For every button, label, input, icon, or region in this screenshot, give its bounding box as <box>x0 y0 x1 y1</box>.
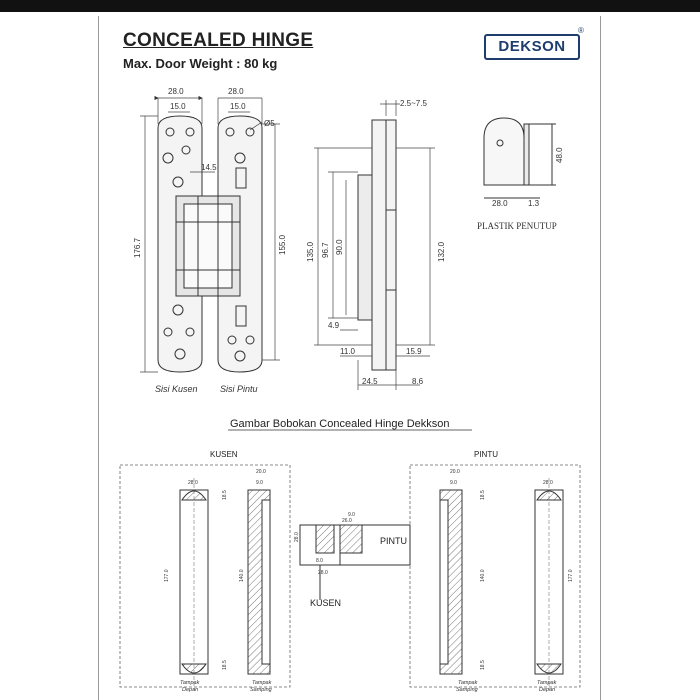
dim-90: 90.0 <box>335 239 344 255</box>
dim-gap: 2.5~7.5 <box>400 99 427 108</box>
label-side-pintu-1: Tampak <box>458 680 478 686</box>
dim-kusen-140: 140.0 <box>239 569 245 582</box>
dim-96-7: 96.7 <box>321 242 330 258</box>
dim-15-right: 15.0 <box>230 102 246 111</box>
dim-176-7: 176.7 <box>133 237 142 258</box>
hinge-front-view <box>158 116 262 372</box>
label-kusen-top: KUSEN <box>210 450 238 459</box>
dim-132: 132.0 <box>437 241 446 262</box>
dim-pintu-28: 28.0 <box>543 480 553 486</box>
view-labels <box>180 680 557 693</box>
pintu-side-view <box>440 490 462 674</box>
label-pintu-section: PINTU <box>380 536 407 546</box>
dim-section-26: 26.0 <box>342 518 352 524</box>
dim-4-9: 4.9 <box>328 321 340 330</box>
dim-cap-1-3: 1.3 <box>528 199 540 208</box>
bottom-title: Gambar Bobokan Concealed Hinge Dekkson <box>230 418 450 430</box>
label-sisi-pintu: Sisi Pintu <box>220 384 258 394</box>
dim-15-left: 15.0 <box>170 102 186 111</box>
dim-155: 155.0 <box>278 234 287 255</box>
dim-kusen-9: 9.0 <box>256 480 263 486</box>
dim-kusen-20: 20.0 <box>256 469 266 475</box>
dim-pintu-177: 177.0 <box>568 569 574 582</box>
label-side-kusen-1: Tampak <box>252 680 272 686</box>
registered-mark: ® <box>578 26 584 35</box>
label-front-kusen-1: Tampak <box>180 680 200 686</box>
label-front-kusen-2: Depan <box>182 687 199 693</box>
dim-section-28: 28.0 <box>294 532 300 542</box>
max-weight-subtitle: Max. Door Weight : 80 kg <box>123 56 278 71</box>
label-side-kusen-2: Samping <box>250 687 272 693</box>
dim-pintu-18-5-bottom: 18.5 <box>480 660 486 670</box>
label-front-pintu-1: Tampak <box>537 680 557 686</box>
dim-kusen-18-5-top: 18.5 <box>222 490 228 500</box>
dim-11: 11.0 <box>340 347 355 356</box>
dekson-logo: DEKSON <box>484 34 580 60</box>
dim-pintu-140: 140.0 <box>480 569 486 582</box>
label-plastik-penutup: PLASTIK PENUTUP <box>477 221 557 231</box>
kusen-front-view <box>180 478 208 690</box>
page-title: CONCEALED HINGE <box>123 30 314 51</box>
label-sisi-kusen: Sisi Kusen <box>155 384 198 394</box>
dim-kusen-28: 28.0 <box>188 480 198 486</box>
dim-135: 135.0 <box>306 241 315 262</box>
dim-section-8: 8.0 <box>316 558 323 564</box>
plastic-cover <box>484 118 556 198</box>
kusen-side-view <box>248 490 270 674</box>
dim-pintu-20: 20.0 <box>450 469 460 475</box>
dim-pintu-9: 9.0 <box>450 480 457 486</box>
dim-cap-28: 28.0 <box>492 199 508 208</box>
dim-cap-48: 48.0 <box>555 147 564 163</box>
dim-section-9: 9.0 <box>348 512 355 518</box>
dim-kusen-177: 177.0 <box>164 569 170 582</box>
dim-24-5: 24.5 <box>362 377 378 386</box>
bottom-dim-text <box>164 469 574 670</box>
label-kusen-section: KUSEN <box>310 598 342 608</box>
dim-pintu-18-5-top: 18.5 <box>480 490 486 500</box>
hinge-side-profile <box>358 120 396 370</box>
label-side-pintu-2: Samping <box>456 687 478 693</box>
dim-phi5: Ø5 <box>264 119 275 128</box>
dim-8-6: 8.6 <box>412 377 424 386</box>
dim-28-right: 28.0 <box>228 87 244 96</box>
pintu-front-view <box>535 478 563 690</box>
dim-kusen-18-5-bottom: 18.5 <box>222 660 228 670</box>
dim-15-9: 15.9 <box>406 347 422 356</box>
dim-28-left: 28.0 <box>168 87 184 96</box>
label-front-pintu-2: Depan <box>539 687 556 693</box>
dim-14-5: 14.5 <box>201 163 217 172</box>
dim-section-28b: 28.0 <box>318 570 328 576</box>
label-pintu-top: PINTU <box>474 450 498 459</box>
